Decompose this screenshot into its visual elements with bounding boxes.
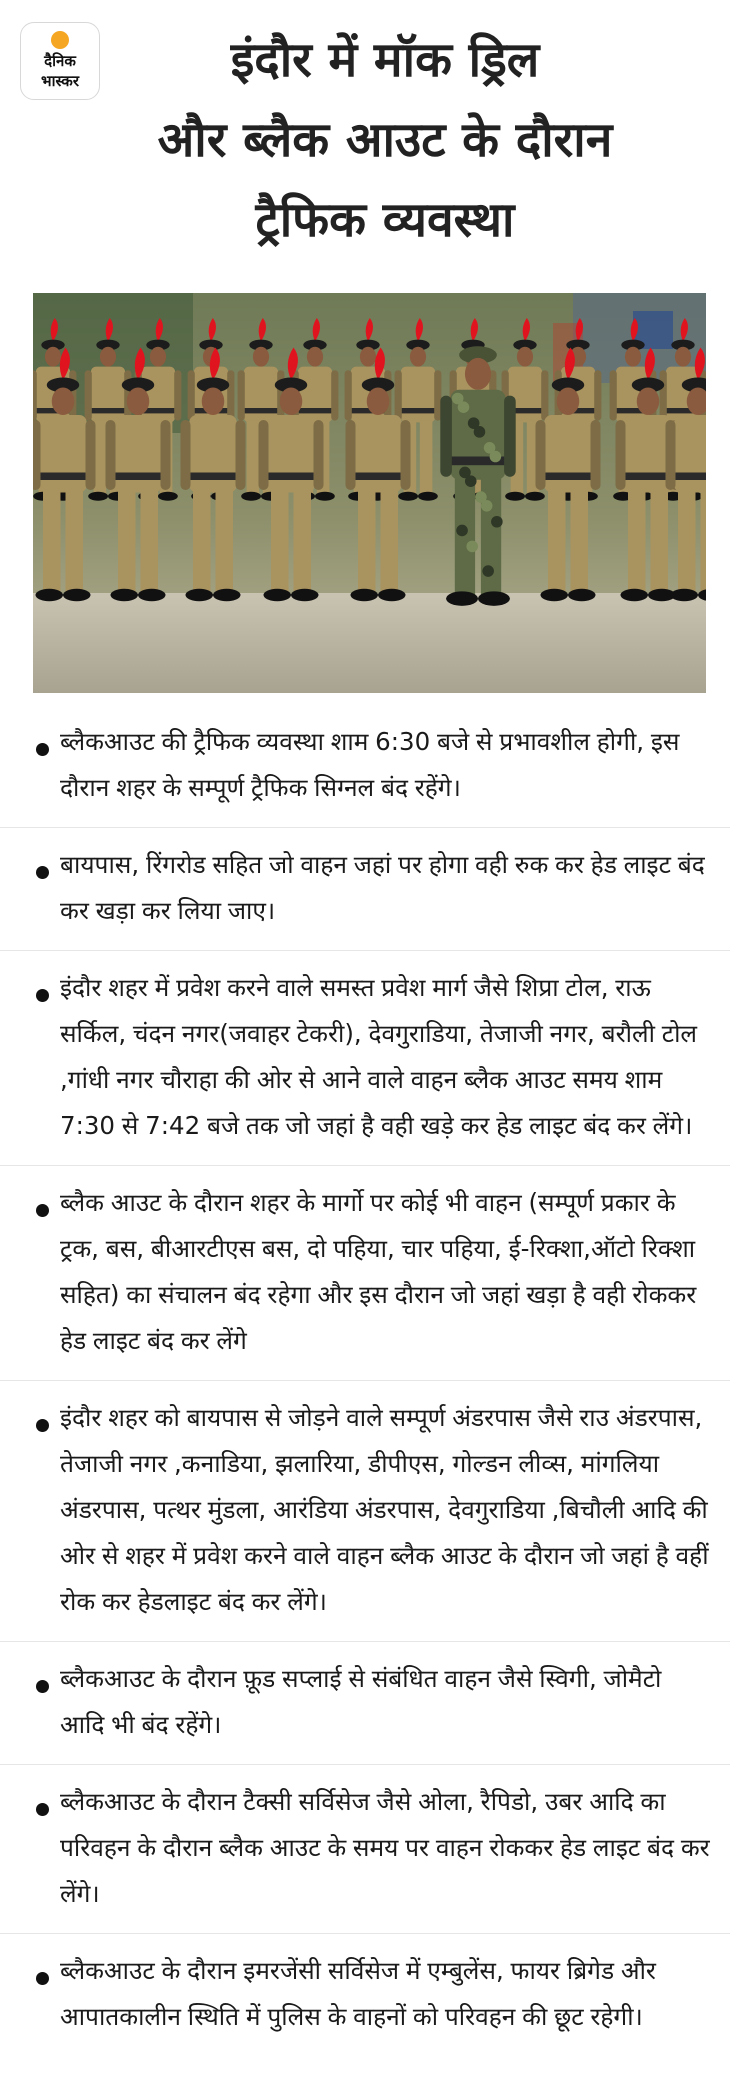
point-text: ब्लैकआउट के दौरान फ़ूड सप्लाई से संबंधित वाहन जैसे स्विगी, जोमैटो आदि भी बंद रहेंगे। [60, 1664, 662, 1739]
bullet-icon [36, 1803, 49, 1816]
point-text: ब्लैकआउट के दौरान टैक्सी सर्विसेज जैसे ओला, रैपिडो, उबर आदि का परिवहन के दौरान ब्लैक आउट के समय पर वाहन रोककर हेड लाइट बंद कर लेंगे। [60, 1787, 710, 1908]
cadets-parade-photo [33, 293, 706, 693]
photo-illustration [33, 293, 706, 693]
logo-text-line2: भास्कर [41, 72, 79, 90]
bullet-icon [36, 743, 49, 756]
list-item [0, 1166, 730, 1381]
list-item [0, 951, 730, 1166]
headline-line2: और ब्लैक आउट के दौरान [157, 112, 613, 168]
list-item [0, 1765, 730, 1934]
list-item [0, 705, 730, 828]
list-item [0, 828, 730, 951]
point-text: बायपास, रिंगरोड सहित जो वाहन जहां पर होगा वही रुक कर हेड लाइट बंद कर खड़ा कर लिया जाए। [60, 850, 705, 925]
point-text: ब्लैकआउट की ट्रैफिक व्यवस्था शाम 6:30 बजे से प्रभावशील होगी, इस दौरान शहर के सम्पूर्ण ट्रैफिक सिग्नल बंद रहेंगे। [60, 727, 680, 802]
bullet-icon [36, 1204, 49, 1217]
bullet-icon [36, 866, 49, 879]
list-item [0, 1642, 730, 1765]
header [0, 0, 730, 280]
headline [60, 20, 710, 260]
list-item [0, 1381, 730, 1642]
point-text: इंदौर शहर में प्रवेश करने वाले समस्त प्रवेश मार्ग जैसे शिप्रा टोल, राऊ सर्किल, चंदन नगर(जवाहर टेकरी), देवगुराडिया, तेजाजी नगर, बरौली टोल ,गांधी नगर चौराहा की ओर से आने वाले वाहन ब्लैक आउट समय शाम 7:30 से 7:42 बजे तक जो जहां है वही खड़े कर हेड लाइट बंद कर लेंगे। [60, 973, 698, 1140]
list-item [0, 1934, 730, 2056]
bullet-icon [36, 1680, 49, 1693]
point-text: ब्लैक आउट के दौरान शहर के मार्गो पर कोई भी वाहन (सम्पूर्ण प्रकार के ट्रक, बस, बीआरटीएस बस, दो पहिया, चार पहिया, ई-रिक्शा,ऑटो रिक्शा सहित) का संचालन बंद रहेगा और इस दौरान जो जहां खड़ा है वही रोककर हेड लाइट बंद कर लेंगे [60, 1188, 697, 1355]
point-text: ब्लैकआउट के दौरान इमरजेंसी सर्विसेज में एम्बुलेंस, फायर ब्रिगेड और आपातकालीन स्थिति में पुलिस के वाहनों को परिवहन की छूट रहेगी। [60, 1956, 656, 2031]
headline-line1: इंदौर में मॉक ड्रिल [230, 32, 540, 88]
headline-line3: ट्रैफिक व्यवस्था [255, 192, 515, 248]
point-text: इंदौर शहर को बायपास से जोड़ने वाले सम्पूर्ण अंडरपास जैसे राउ अंडरपास, तेजाजी नगर ,कनाडिया, झलारिया, डीपीएस, गोल्डन लीव्स, मांगलिया अंडरपास, पत्थर मुंडला, आरंडिया अंडरपास, देवगुराडिया ,बिचौली आदि की ओर से शहर में प्रवेश करने वाले वाहन ब्लैक आउट के दौरान जो जहां है वहीं रोक कर हेडलाइट बंद कर लेंगे। [60, 1403, 709, 1616]
bullet-icon [36, 1419, 49, 1432]
traffic-points-list [0, 705, 730, 2056]
bullet-icon [36, 989, 49, 1002]
logo-text-line1: दैनिक [44, 52, 76, 70]
bullet-icon [36, 1972, 49, 1985]
